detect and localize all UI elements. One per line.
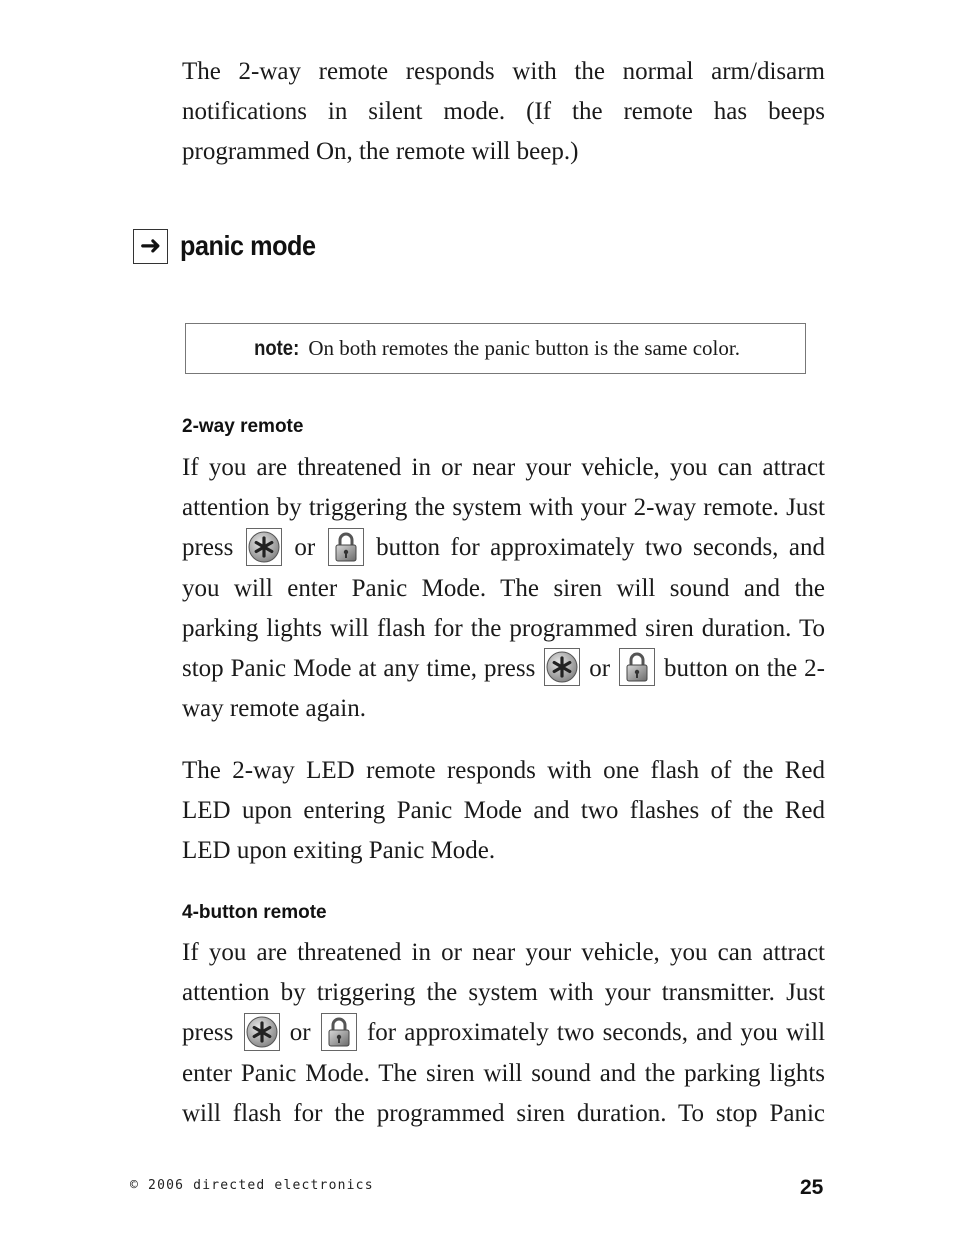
- or-text: or: [294, 534, 316, 562]
- right-arrow-icon: ➜: [133, 229, 168, 264]
- two-way-heading: 2-way remote: [182, 416, 304, 437]
- four-button-p1-a: If you are threatened in or near your vehicle, you can attract attention by triggering the system with your transmitter. Just press: [182, 939, 825, 1047]
- four-button-block: [182, 933, 825, 1134]
- section-heading: [133, 226, 331, 266]
- lock-button-icon: [321, 1013, 357, 1051]
- four-button-paragraph-1: [182, 933, 825, 1134]
- aux-star-button-icon: [244, 1013, 280, 1051]
- lock-button-icon: [328, 528, 364, 566]
- four-button-heading: 4-button remote: [182, 902, 327, 923]
- aux-star-button-icon: [246, 528, 282, 566]
- two-way-paragraph-1: [182, 448, 825, 729]
- four-button-p1-b: for approximately two seconds, and you will enter Panic Mode. The siren will sound and the parking lights will flash for the programmed siren duration. To stop Panic: [182, 1019, 826, 1127]
- note-box: [185, 323, 806, 374]
- two-way-p1-a: If you are threatened in or near your vehicle, you can attract attention by triggering the system with your 2-way remote. Just press: [182, 454, 825, 562]
- two-way-block: [182, 448, 825, 729]
- two-way-p1-c: button on the 2-way remote again.: [182, 655, 826, 723]
- lock-button-icon: [619, 648, 655, 686]
- footer-copyright: © 2006 directed electronics: [130, 1178, 374, 1193]
- aux-star-button-icon: [544, 648, 580, 686]
- or-text: or: [289, 1019, 311, 1047]
- or-text: or: [589, 655, 611, 683]
- two-way-led-block: [182, 751, 825, 872]
- note-label: note:: [254, 336, 300, 360]
- two-way-p1-b: button for approximately two seconds, and you will enter Panic Mode. The siren will sound and the parking lights will flash for the programmed siren duration. To stop Panic Mode at any time, press: [182, 534, 826, 683]
- two-way-paragraph-2: The 2-way LED remote responds with one flash of the Red LED upon entering Panic Mode and two flashes of the Red LED upon exiting Panic Mode.: [182, 757, 825, 865]
- intro-block: [182, 52, 825, 173]
- intro-paragraph: The 2-way remote responds with the normal arm/disarm notifications in silent mode. (If the remote has beeps programmed On, the remote will beep.): [182, 58, 825, 166]
- page-number: 25: [800, 1176, 824, 1199]
- section-title: panic mode: [180, 230, 316, 261]
- note-text: On both remotes the panic button is the same color.: [308, 336, 740, 360]
